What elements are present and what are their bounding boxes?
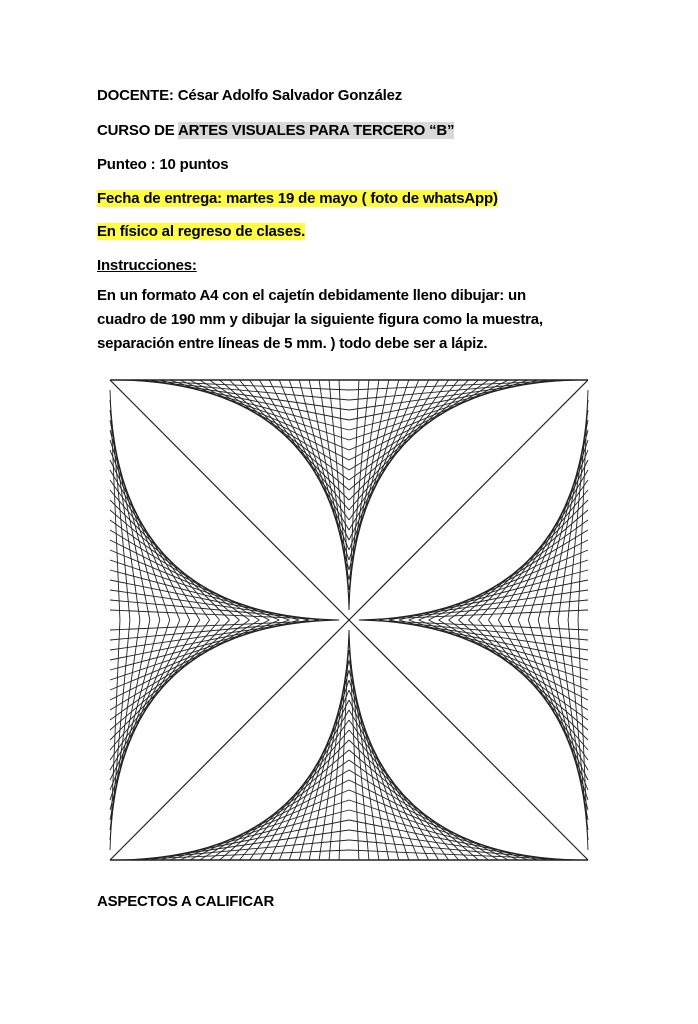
string-line (239, 730, 349, 860)
fecha-highlight: Fecha de entrega: martes 19 de mayo ( foto de whatsApp) (97, 190, 498, 207)
string-line (349, 620, 588, 860)
instrucciones-text (97, 284, 617, 356)
string-art-figure (90, 365, 610, 875)
string-line (110, 620, 339, 630)
string-line (349, 630, 359, 860)
fecha-line (97, 189, 498, 209)
string-line (249, 380, 349, 520)
instrucciones-line: En un formato A4 con el cajetín debidamente lleno dibujar: un (97, 287, 526, 304)
string-line (249, 720, 349, 860)
curso-line (97, 121, 454, 141)
string-line (110, 380, 349, 620)
string-line (449, 620, 588, 720)
string-line (339, 630, 349, 860)
docente-line: DOCENTE: César Adolfo Salvador González (97, 87, 403, 104)
curso-prefix: CURSO DE (97, 122, 178, 139)
string-line (349, 380, 359, 610)
string-art-lines (110, 380, 588, 860)
string-line (110, 520, 249, 620)
string-line (459, 510, 588, 620)
string-line (349, 380, 449, 520)
string-line (110, 610, 339, 620)
fisico-highlight: En físico al regreso de clases. (97, 223, 306, 240)
instrucciones-heading: Instrucciones: (97, 257, 197, 274)
string-line (349, 730, 459, 860)
string-line (359, 610, 588, 620)
instrucciones-line: separación entre líneas de 5 mm. ) todo debe ser a lápiz. (97, 335, 488, 352)
curso-highlight: ARTES VISUALES PARA TERCERO “B” (178, 122, 455, 139)
string-line (349, 380, 588, 620)
string-line (459, 620, 588, 730)
string-line (110, 620, 349, 860)
string-line (110, 510, 239, 620)
string-line (239, 380, 349, 510)
string-line (110, 620, 249, 720)
string-line (449, 520, 588, 620)
instrucciones-line: cuadro de 190 mm y dibujar la siguiente figura como la muestra, (97, 311, 543, 328)
punteo-line: Punteo : 10 puntos (97, 156, 229, 173)
string-line (349, 380, 459, 510)
string-line (339, 380, 349, 610)
fisico-line (97, 222, 305, 242)
string-line (359, 620, 588, 630)
string-line (110, 620, 239, 730)
string-line (349, 720, 449, 860)
aspectos-heading: ASPECTOS A CALIFICAR (97, 893, 275, 910)
